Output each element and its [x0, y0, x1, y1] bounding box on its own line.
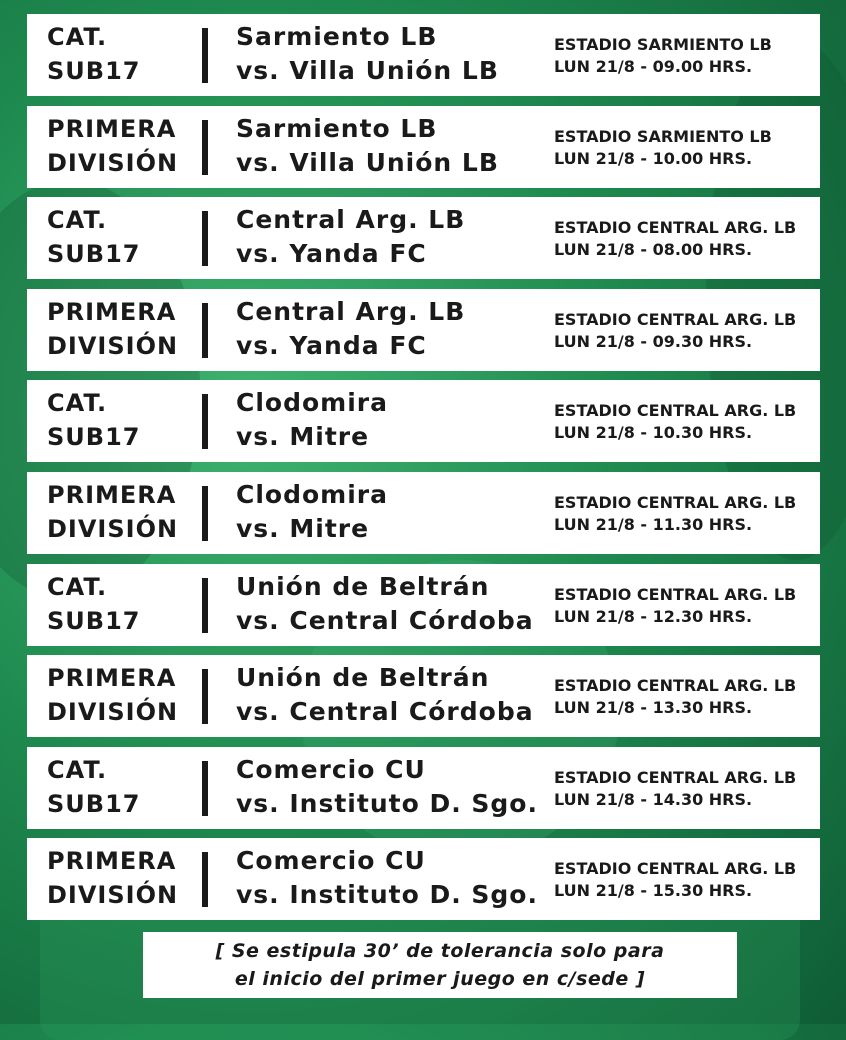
category-label: [47, 753, 197, 821]
stadium-name: ESTADIO CENTRAL ARG. LB: [554, 859, 797, 879]
venue-info: [554, 675, 816, 719]
home-team: Central Arg. LB: [236, 296, 466, 326]
divider-bar: [202, 211, 208, 266]
home-team: Unión de Beltrán: [236, 663, 490, 693]
fixture-row: [27, 564, 820, 646]
divider-bar: [202, 394, 208, 449]
category-line: SUB17: [47, 789, 141, 818]
category-label: [47, 112, 197, 180]
match-time: LUN 21/8 - 08.00 HRS.: [554, 240, 753, 260]
divider-bar: [202, 120, 208, 175]
away-team: vs. Mitre: [236, 422, 370, 452]
fixture-row: [27, 655, 820, 737]
away-team: vs. Central Córdoba: [236, 605, 534, 635]
match-teams: [236, 203, 536, 271]
home-team: Unión de Beltrán: [236, 571, 490, 601]
category-label: [47, 203, 197, 271]
venue-info: [554, 492, 816, 536]
divider-bar: [202, 486, 208, 541]
venue-info: [554, 34, 816, 78]
category-label: [47, 478, 197, 546]
category-line: SUB17: [47, 240, 141, 269]
venue-info: [554, 217, 816, 261]
divider-bar: [202, 578, 208, 633]
category-line: CAT.: [47, 755, 108, 784]
category-line: SUB17: [47, 57, 141, 85]
match-time: LUN 21/8 - 15.30 HRS.: [554, 881, 753, 901]
tolerance-note-line: el inicio del primer juego en c/sede ]: [234, 968, 646, 990]
venue-info: [554, 400, 816, 444]
fixture-row: [27, 838, 820, 920]
match-teams: [236, 570, 536, 638]
match-teams: [236, 295, 536, 363]
match-time: LUN 21/8 - 12.30 HRS.: [554, 606, 753, 626]
away-team: vs. Yanda FC: [236, 239, 427, 269]
match-time: LUN 21/8 - 09.30 HRS.: [554, 331, 753, 351]
category-line: CAT.: [47, 389, 108, 418]
category-line: DIVISIÓN: [47, 331, 179, 360]
category-line: SUB17: [47, 606, 141, 635]
stadium-name: ESTADIO CENTRAL ARG. LB: [554, 584, 797, 604]
stadium-name: ESTADIO CENTRAL ARG. LB: [554, 676, 797, 696]
away-team: vs. Central Córdoba: [236, 697, 534, 727]
match-time: LUN 21/8 - 14.30 HRS.: [554, 789, 753, 809]
venue-info: [554, 584, 816, 628]
match-time: LUN 21/8 - 10.00 HRS.: [554, 148, 753, 168]
divider-bar: [202, 28, 208, 83]
divider-bar: [202, 669, 208, 724]
home-team: Clodomira: [236, 388, 388, 418]
home-team: Clodomira: [236, 479, 388, 509]
match-teams: [236, 112, 536, 180]
home-team: Sarmiento LB: [236, 113, 438, 143]
away-team: vs. Villa Unión LB: [236, 147, 499, 177]
fixture-row: [27, 197, 820, 279]
stadium-name: ESTADIO SARMIENTO LB: [554, 126, 772, 146]
venue-info: [554, 767, 816, 811]
category-label: [47, 570, 197, 638]
category-line: DIVISIÓN: [47, 881, 179, 910]
category-label: [47, 20, 197, 88]
away-team: vs. Villa Unión LB: [236, 56, 499, 85]
tolerance-note-line: [ Se estipula 30’ de tolerancia solo para: [215, 940, 665, 962]
category-line: DIVISIÓN: [47, 514, 179, 543]
fixtures-list: [27, 14, 820, 930]
category-line: CAT.: [47, 23, 108, 51]
fixture-row: [27, 472, 820, 554]
match-time: LUN 21/8 - 11.30 HRS.: [554, 514, 753, 534]
home-team: Comercio CU: [236, 846, 426, 876]
fixture-row: [27, 289, 820, 371]
home-team: Comercio CU: [236, 754, 426, 784]
stadium-name: ESTADIO CENTRAL ARG. LB: [554, 492, 797, 512]
category-line: PRIMERA: [47, 847, 177, 876]
stadium-name: ESTADIO CENTRAL ARG. LB: [554, 309, 797, 329]
category-line: SUB17: [47, 423, 141, 452]
match-time: LUN 21/8 - 10.30 HRS.: [554, 423, 753, 443]
category-label: [47, 386, 197, 454]
category-line: PRIMERA: [47, 664, 177, 693]
match-teams: [236, 661, 536, 729]
category-line: DIVISIÓN: [47, 698, 179, 727]
match-time: LUN 21/8 - 09.00 HRS.: [554, 57, 753, 76]
tolerance-note: [143, 932, 737, 998]
home-team: Central Arg. LB: [236, 205, 466, 235]
venue-info: [554, 126, 816, 170]
category-line: PRIMERA: [47, 480, 177, 509]
stadium-name: ESTADIO SARMIENTO LB: [554, 35, 772, 54]
venue-info: [554, 858, 816, 902]
match-teams: [236, 844, 536, 912]
category-line: DIVISIÓN: [47, 148, 179, 177]
category-line: CAT.: [47, 206, 108, 235]
match-teams: [236, 478, 536, 546]
away-team: vs. Instituto D. Sgo.: [236, 788, 538, 818]
away-team: vs. Mitre: [236, 513, 370, 543]
fixture-row: [27, 106, 820, 188]
divider-bar: [202, 303, 208, 358]
fixture-row: [27, 380, 820, 462]
match-teams: [236, 386, 536, 454]
category-line: PRIMERA: [47, 297, 177, 326]
home-team: Sarmiento LB: [236, 22, 438, 51]
stadium-name: ESTADIO CENTRAL ARG. LB: [554, 767, 797, 787]
fixture-row: [27, 14, 820, 96]
match-teams: [236, 20, 536, 88]
category-line: PRIMERA: [47, 114, 177, 143]
category-line: CAT.: [47, 572, 108, 601]
fixture-row: [27, 747, 820, 829]
divider-bar: [202, 852, 208, 907]
category-label: [47, 661, 197, 729]
stadium-name: ESTADIO CENTRAL ARG. LB: [554, 401, 797, 421]
divider-bar: [202, 761, 208, 816]
match-teams: [236, 753, 536, 821]
venue-info: [554, 309, 816, 353]
away-team: vs. Instituto D. Sgo.: [236, 880, 538, 910]
category-label: [47, 844, 197, 912]
away-team: vs. Yanda FC: [236, 330, 427, 360]
category-label: [47, 295, 197, 363]
match-time: LUN 21/8 - 13.30 HRS.: [554, 698, 753, 718]
stadium-name: ESTADIO CENTRAL ARG. LB: [554, 218, 797, 238]
